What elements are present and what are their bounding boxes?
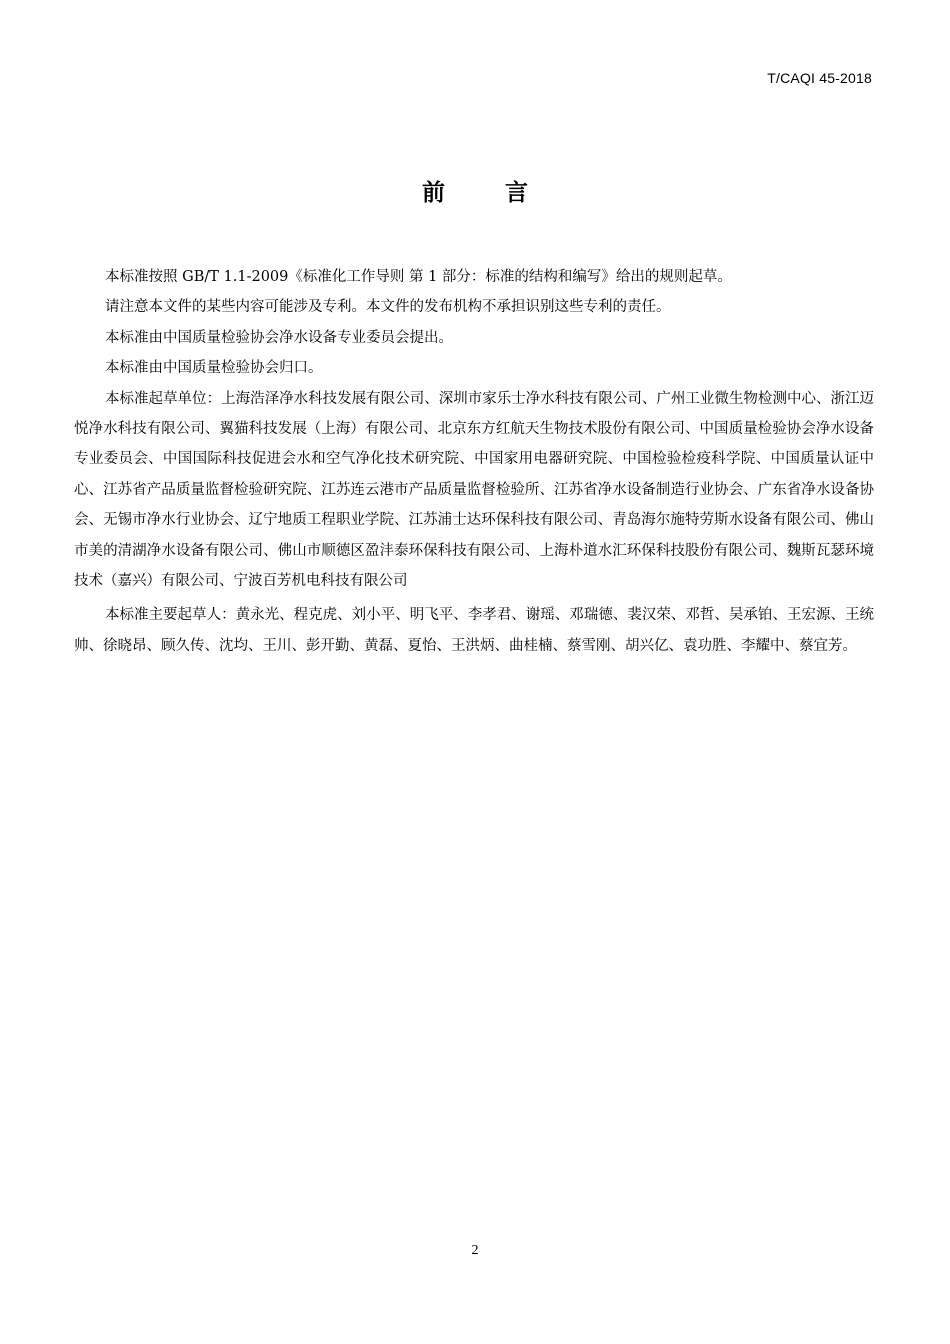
document-code: T/CAQI 45-2018: [767, 70, 872, 86]
paragraph-patent-notice: 请注意本文件的某些内容可能涉及专利。本文件的发布机构不承担识别这些专利的责任。: [105, 299, 671, 316]
paragraph-drafting-rules: 本标准按照 GB/T 1.1-2009《标准化工作导则 第 1 部分：标准的结构和编写》给出的规则起草。: [105, 269, 732, 285]
paragraph-proposer: 本标准由中国质量检验协会净水设备专业委员会提出。: [105, 329, 453, 346]
paragraph-drafting-units: 本标准起草单位：上海浩泽净水科技发展有限公司、深圳市家乐士净水科技有限公司、广州工业微生物检测中心、浙江迈悦净水科技有限公司、翼猫科技发展（上海）有限公司、北京东方红航天生物技术股份有限公司、中国质量检验协会净水设备专业委员会、中国国际科技促进会水和空气净化技术研究院、中国家用电器研究院、中国检验检疫科学院、中国质量认证中心、江苏省产品质量监督检验研究院、江苏连云港市产品质量监督检验所、江苏省净水设备制造行业协会、广东省净水设备协会、无锡市净水行业协会、辽宁地质工程职业学院、江苏浦士达环保科技有限公司、青岛海尔施特劳斯水设备有限公司、佛山市美的清湖净水设备有限公司、佛山市顺德区盈沣泰环保科技有限公司、上海朴道水汇环保科技股份有限公司、魏斯瓦瑟环境技术（嘉兴）有限公司、宁波百芳机电科技有限公司: [74, 390, 874, 590]
paragraph-administrator: 本标准由中国质量检验协会归口。: [105, 360, 323, 377]
paragraph-drafters: 本标准主要起草人：黄永光、程克虎、刘小平、明飞平、李孝君、谢瑶、邓瑞德、裴汉荣、邓哲、吴承铂、王宏源、王统帅、徐晓昂、顾久传、沈均、王川、彭开勤、黄磊、夏怡、王洪炳、曲桂楠、蔡雪刚、胡兴亿、袁功胜、李耀中、蔡宜芳。: [74, 607, 874, 654]
section-title: 前 言: [421, 180, 554, 206]
page-number: 2: [471, 1243, 479, 1258]
body-text: [74, 262, 874, 661]
